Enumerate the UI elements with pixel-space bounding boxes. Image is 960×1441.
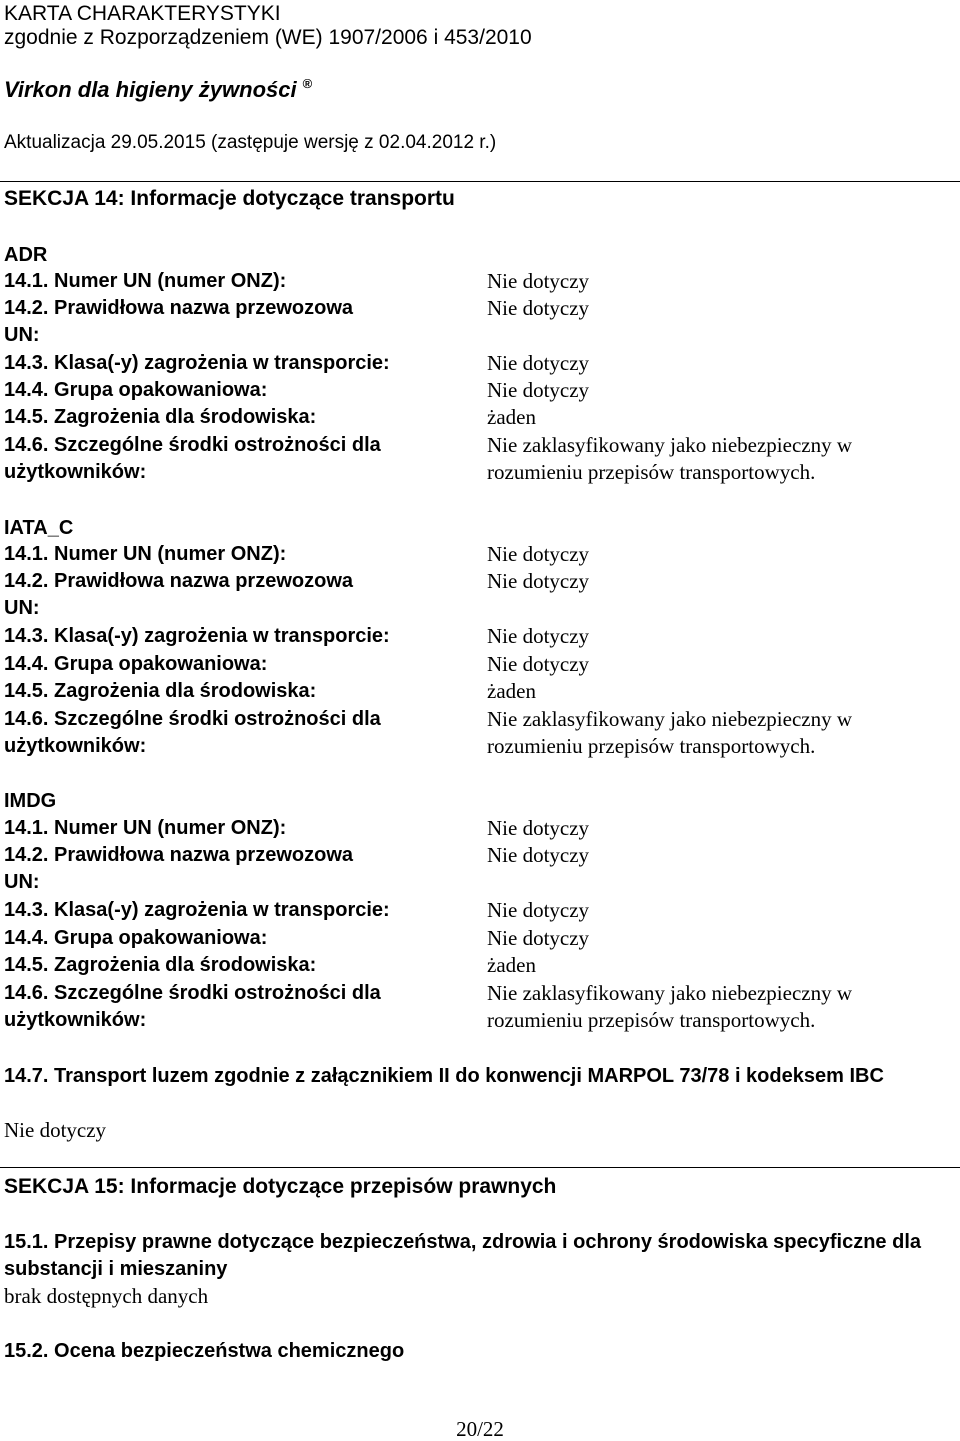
document-title: KARTA CHARAKTERYSTYKI bbox=[4, 2, 281, 25]
group-title-adr: ADR bbox=[4, 244, 48, 266]
row-value: Nie dotyczy bbox=[487, 926, 590, 950]
row-label: 14.2. Prawidłowa nazwa przewozowa UN: bbox=[4, 844, 353, 893]
row-label: 14.3. Klasa(-y) zagrożenia w transporcie: bbox=[4, 899, 390, 921]
section-divider bbox=[0, 181, 960, 182]
row-label: 14.3. Klasa(-y) zagrożenia w transporcie: bbox=[4, 352, 390, 374]
row-label: 14.2. Prawidłowa nazwa przewozowa UN: bbox=[4, 297, 353, 346]
group-title-imdg: IMDG bbox=[4, 790, 57, 812]
row-label: 14.6. Szczególne środki ostrożności dla użytkowników: bbox=[4, 982, 381, 1031]
row-label: 14.5. Zagrożenia dla środowiska: bbox=[4, 406, 317, 428]
product-name: Virkon dla higieny żywności bbox=[4, 77, 297, 102]
page-number: 20/22 bbox=[456, 1417, 504, 1441]
row-label: 14.5. Zagrożenia dla środowiska: bbox=[4, 954, 317, 976]
row-label: 14.4. Grupa opakowaniowa: bbox=[4, 379, 268, 401]
row-value: Nie dotyczy bbox=[487, 269, 590, 293]
row-value: Nie dotyczy bbox=[487, 378, 590, 402]
row-label: 14.4. Grupa opakowaniowa: bbox=[4, 653, 268, 675]
row-value: Nie dotyczy bbox=[487, 816, 590, 840]
section-15-title: SEKCJA 15: Informacje dotyczące przepisów prawnych bbox=[4, 1175, 557, 1198]
row-label: 14.2. Prawidłowa nazwa przewozowa UN: bbox=[4, 570, 353, 619]
row-label: 14.3. Klasa(-y) zagrożenia w transporcie: bbox=[4, 625, 390, 647]
section-14-title: SEKCJA 14: Informacje dotyczące transportu bbox=[4, 187, 455, 210]
section-divider bbox=[0, 1167, 960, 1168]
row-value: Nie zaklasyfikowany jako niebezpieczny w rozumieniu przepisów transportowych. bbox=[487, 707, 853, 758]
registered-mark: ® bbox=[302, 76, 313, 91]
row-value: Nie dotyczy bbox=[487, 898, 590, 922]
row-label: 14.6. Szczególne środki ostrożności dla użytkowników: bbox=[4, 708, 381, 757]
product-name-line bbox=[4, 77, 312, 106]
row-label: 14.1. Numer UN (numer ONZ): bbox=[4, 543, 287, 565]
row-label: 14.4. Grupa opakowaniowa: bbox=[4, 927, 268, 949]
row-value: Nie dotyczy bbox=[487, 843, 590, 867]
group-title-iata: IATA_C bbox=[4, 517, 74, 539]
row-label: 14.1. Numer UN (numer ONZ): bbox=[4, 817, 287, 839]
update-info: Aktualizacja 29.05.2015 (zastępuje wersję z 02.04.2012 r.) bbox=[4, 132, 497, 153]
subsection-14-7-heading: 14.7. Transport luzem zgodnie z załącznikiem II do konwencji MARPOL 73/78 i kodeksem IBC bbox=[4, 1065, 884, 1087]
row-value: żaden bbox=[487, 953, 536, 977]
row-value: żaden bbox=[487, 405, 536, 429]
row-label: 14.5. Zagrożenia dla środowiska: bbox=[4, 680, 317, 702]
row-value: Nie dotyczy bbox=[487, 569, 590, 593]
row-label: 14.6. Szczególne środki ostrożności dla użytkowników: bbox=[4, 434, 381, 483]
row-value: Nie dotyczy bbox=[487, 351, 590, 375]
row-value: żaden bbox=[487, 679, 536, 703]
row-value: Nie dotyczy bbox=[487, 652, 590, 676]
row-value: Nie dotyczy bbox=[487, 542, 590, 566]
row-label: 14.1. Numer UN (numer ONZ): bbox=[4, 270, 287, 292]
subsection-15-2-heading: 15.2. Ocena bezpieczeństwa chemicznego bbox=[4, 1340, 405, 1362]
row-value: Nie zaklasyfikowany jako niebezpieczny w rozumieniu przepisów transportowych. bbox=[487, 433, 853, 484]
row-value: Nie dotyczy bbox=[487, 296, 590, 320]
row-value: Nie dotyczy bbox=[487, 624, 590, 648]
regulation-subtitle: zgodnie z Rozporządzeniem (WE) 1907/2006 i 453/2010 bbox=[4, 26, 532, 49]
subsection-14-7-value: Nie dotyczy bbox=[4, 1118, 107, 1142]
subsection-15-1-heading: 15.1. Przepisy prawne dotyczące bezpieczeństwa, zdrowia i ochrony środowiska specyficzne dla substancji i mieszaniny bbox=[4, 1231, 921, 1280]
row-value: Nie zaklasyfikowany jako niebezpieczny w rozumieniu przepisów transportowych. bbox=[487, 981, 853, 1032]
subsection-15-1-value: brak dostępnych danych bbox=[4, 1284, 209, 1308]
